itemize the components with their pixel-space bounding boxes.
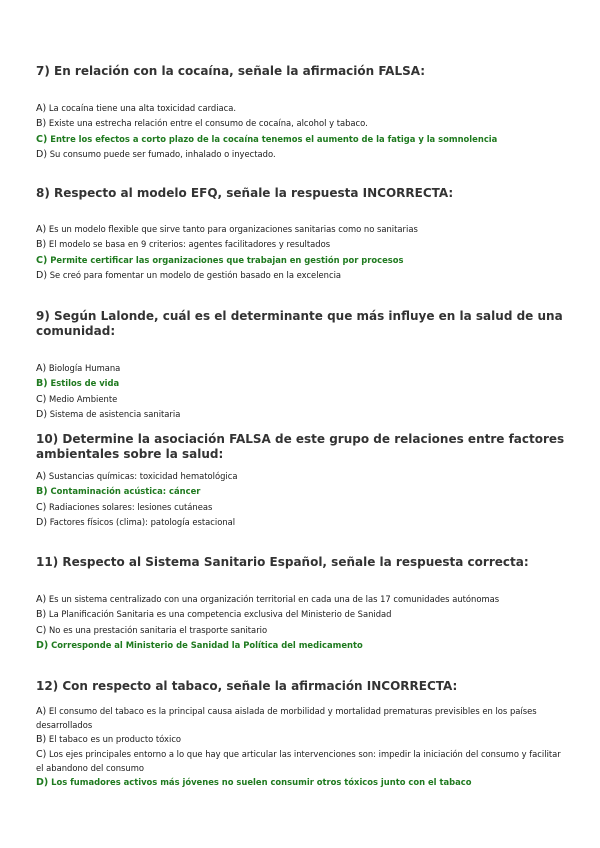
option-a: A) Es un modelo flexible que sirve tanto para organizaciones sanitarias como no sanitarias	[36, 224, 418, 235]
option-d-correct: D) Corresponde al Ministerio de Sanidad la Política del medicamento	[36, 639, 363, 651]
option-d: D) Se creó para fomentar un modelo de gestión basado en la excelencia	[36, 269, 342, 281]
question-12	[36, 679, 566, 791]
option-d: D) Factores físicos (clima): patología estacional	[36, 516, 236, 528]
question-11	[36, 555, 566, 653]
option-list	[36, 592, 566, 653]
question-10	[36, 432, 566, 530]
option-list	[36, 361, 566, 422]
question-title: 7) En relación con la cocaína, señale la afirmación FALSA:	[36, 64, 426, 78]
option-d-correct: D) Los fumadores activos más jóvenes no suelen consumir otros tóxicos junto con el tabaco	[36, 777, 472, 789]
option-c: C) Medio Ambiente	[36, 393, 118, 405]
question-title: 9) Según Lalonde, cuál es el determinante que más influye en la salud de una comunidad:	[36, 309, 563, 338]
option-list	[36, 222, 566, 283]
option-b-correct: B) Estilos de vida	[36, 378, 120, 390]
option-a: A) La cocaína tiene una alta toxicidad cardiaca.	[36, 103, 237, 114]
option-list	[36, 704, 566, 791]
option-a: A) Es un sistema centralizado con una organización territorial en cada una de las 17 comunidades autónomas	[36, 594, 500, 605]
question-8	[36, 186, 566, 283]
option-c-correct: C) Permite certificar las organizaciones que trabajan en gestión por procesos	[36, 254, 404, 266]
option-b: B) El tabaco es un producto tóxico	[36, 734, 182, 745]
option-c: C) Radiaciones solares: lesiones cutáneas	[36, 501, 213, 513]
option-d: D) Su consumo puede ser fumado, inhalado o inyectado.	[36, 148, 276, 160]
option-b: B) El modelo se basa en 9 criterios: agentes facilitadores y resultados	[36, 239, 331, 251]
question-7	[36, 64, 566, 162]
option-list	[36, 101, 566, 162]
question-title: 10) Determine la asociación FALSA de este grupo de relaciones entre factores ambientales sobre la salud:	[36, 432, 565, 461]
option-a: A) Sustancias químicas: toxicidad hematológica	[36, 471, 238, 482]
option-list	[36, 469, 566, 530]
question-9	[36, 309, 566, 422]
option-c: C) No es una prestación sanitaria el trasporte sanitario	[36, 624, 268, 636]
option-a: A) Biología Humana	[36, 363, 121, 374]
option-c-correct: C) Entre los efectos a corto plazo de la cocaína tenemos el aumento de la fatiga y la somnolencia	[36, 133, 498, 145]
option-b: B) La Planificación Sanitaria es una competencia exclusiva del Ministerio de Sanidad	[36, 609, 392, 621]
question-title: 12) Con respecto al tabaco, señale la afirmación INCORRECTA:	[36, 679, 458, 693]
option-d: D) Sistema de asistencia sanitaria	[36, 408, 181, 420]
option-b: B) Existe una estrecha relación entre el consumo de cocaína, alcohol y tabaco.	[36, 118, 368, 130]
option-b-correct: B) Contaminación acústica: cáncer	[36, 486, 201, 498]
question-title: 11) Respecto al Sistema Sanitario Español, señale la respuesta correcta:	[36, 555, 529, 569]
question-title: 8) Respecto al modelo EFQ, señale la respuesta INCORRECTA:	[36, 186, 454, 200]
option-c: C) Los ejes principales entorno a lo que hay que articular las intervenciones son: impedir la iniciación del consumo y facilitar el abandono del consumo	[36, 749, 561, 773]
option-a: A) El consumo del tabaco es la principal causa aislada de morbilidad y mortalidad prematuras previsibles en los países desarrollados	[36, 706, 537, 730]
